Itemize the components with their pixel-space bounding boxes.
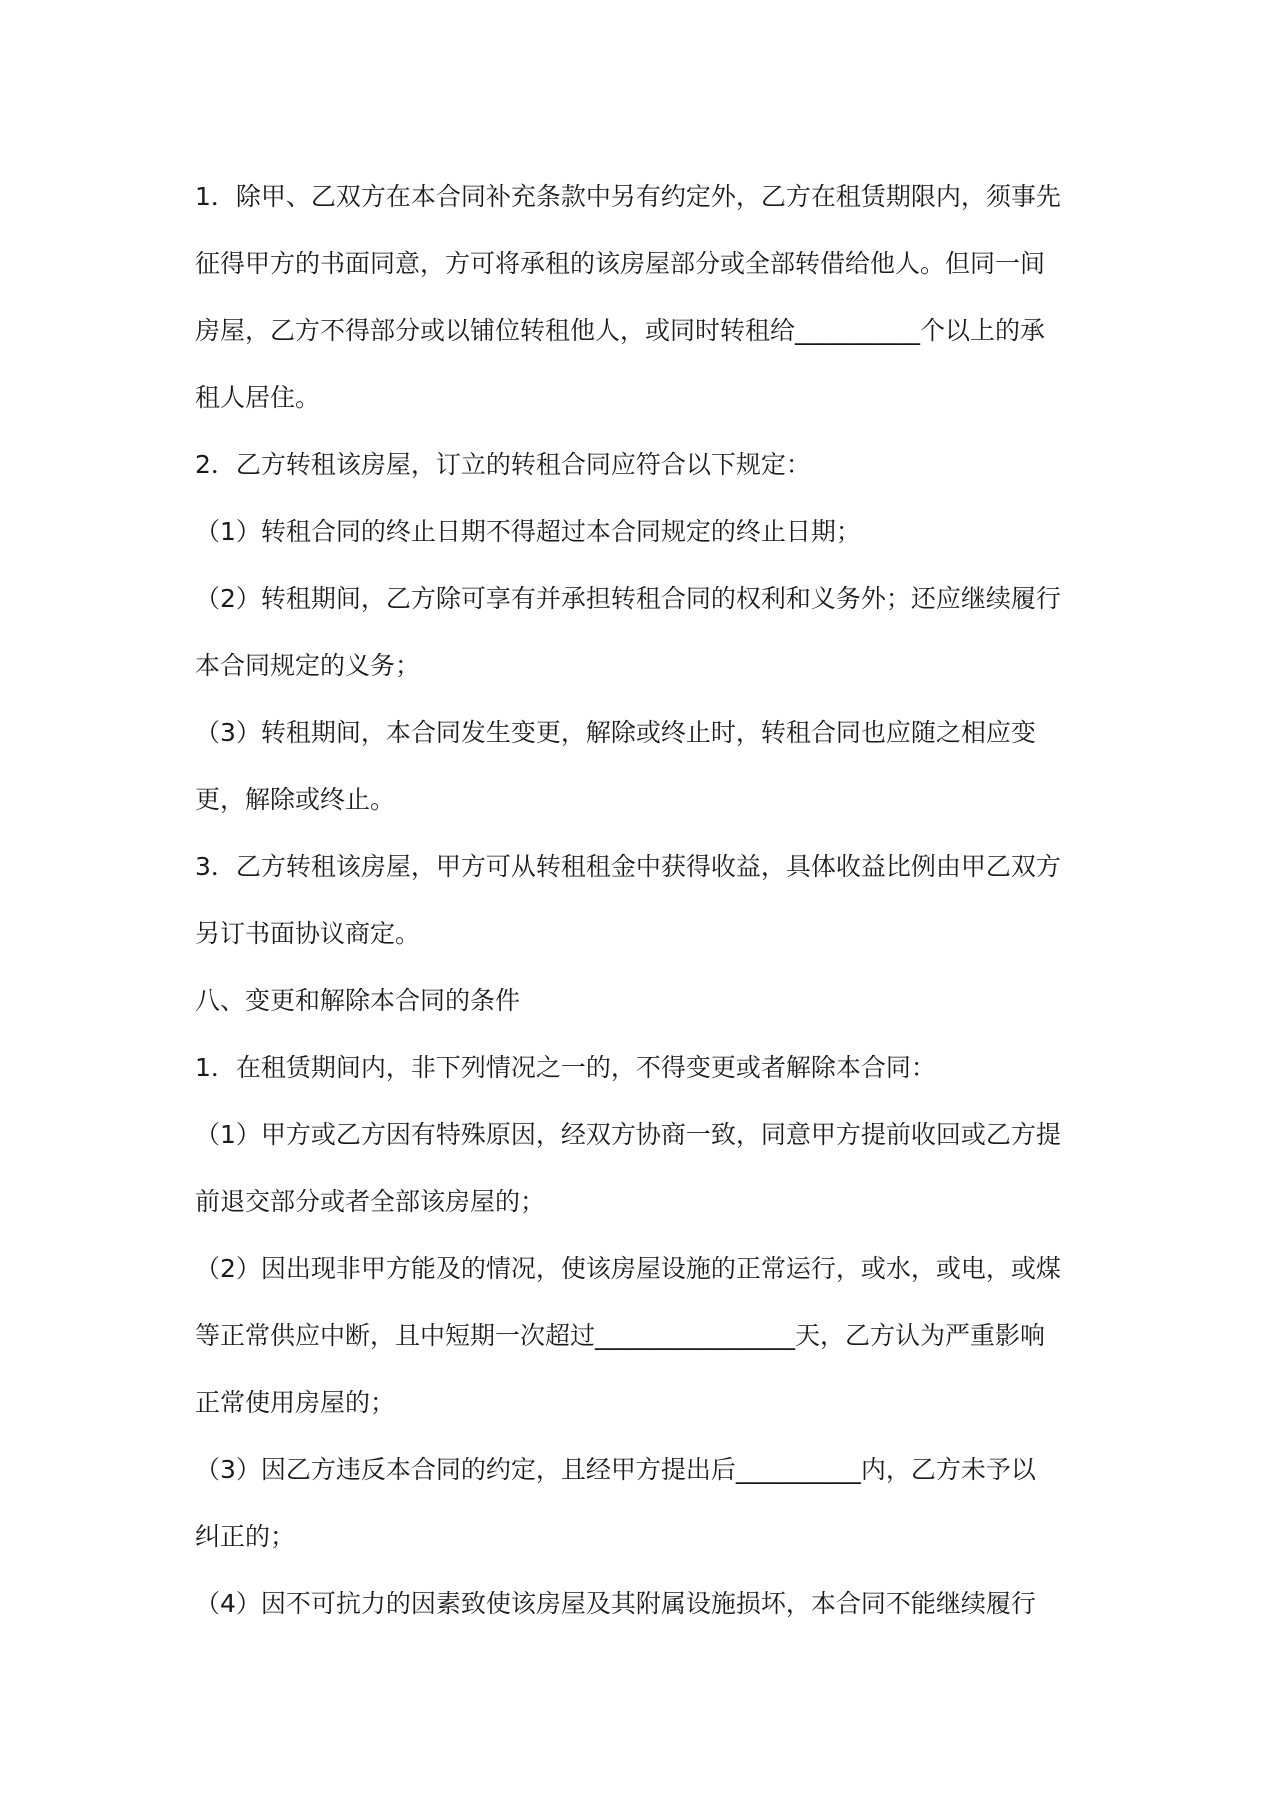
text-line: 租人居住。	[195, 383, 321, 412]
text-line: （4）因不可抗力的因素致使该房屋及其附属设施损坏，本合同不能继续履行	[195, 1589, 1036, 1618]
text-line: （1）转租合同的终止日期不得超过本合同规定的终止日期；	[195, 517, 861, 546]
text-line: 1．除甲、乙双方在本合同补充条款中另有约定外，乙方在租赁期限内，须事先	[195, 182, 1061, 211]
text-line: （2）因出现非甲方能及的情况，使该房屋设施的正常运行，或水，或电，或煤	[195, 1254, 1061, 1283]
text-line: 1．在租赁期间内，非下列情况之一的，不得变更或者解除本合同：	[195, 1053, 936, 1082]
text-line: 正常使用房屋的；	[195, 1388, 396, 1417]
text-line: 等正常供应中断，且中短期一次超过________________天，乙方认为严重影响	[195, 1321, 1046, 1350]
text-line: 房屋，乙方不得部分或以铺位转租他人，或同时转租给__________个以上的承	[195, 316, 1046, 345]
text-line: 前退交部分或者全部该房屋的；	[195, 1187, 546, 1216]
text-line: 3．乙方转租该房屋，甲方可从转租租金中获得收益，具体收益比例由甲乙双方	[195, 852, 1061, 881]
text-line: 2．乙方转租该房屋，订立的转租合同应符合以下规定：	[195, 450, 811, 479]
text-line: 更，解除或终止。	[195, 785, 396, 814]
text-line: （3）因乙方违反本合同的约定，且经甲方提出后__________内，乙方未予以	[195, 1455, 1036, 1484]
text-line: 另订书面协议商定。	[195, 919, 421, 948]
text-line: （3）转租期间，本合同发生变更，解除或终止时，转租合同也应随之相应变	[195, 718, 1036, 747]
section-heading: 八、变更和解除本合同的条件	[195, 986, 521, 1015]
text-line: 征得甲方的书面同意，方可将承租的该房屋部分或全部转借给他人。但同一间	[195, 249, 1046, 278]
text-line: （1）甲方或乙方因有特殊原因，经双方协商一致，同意甲方提前收回或乙方提	[195, 1120, 1061, 1149]
text-line: （2）转租期间，乙方除可享有并承担转租合同的权利和义务外；还应继续履行	[195, 584, 1061, 613]
document-body	[195, 163, 1090, 1637]
text-line: 本合同规定的义务；	[195, 651, 421, 680]
text-line: 纠正的；	[195, 1522, 296, 1551]
